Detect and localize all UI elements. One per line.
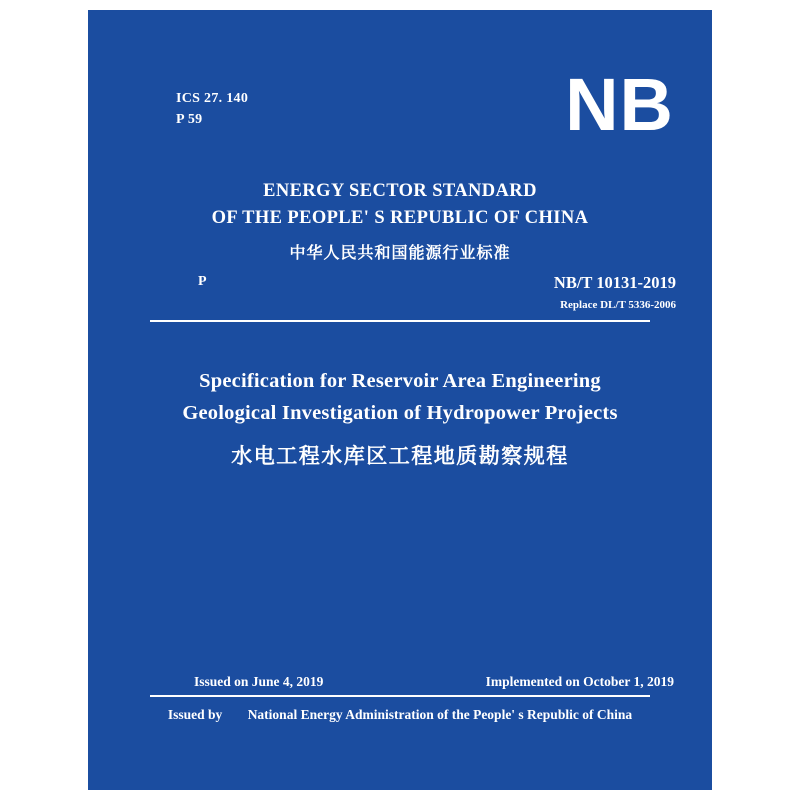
standard-code-row — [88, 272, 712, 320]
divider-bottom — [150, 695, 650, 697]
code-block — [176, 88, 248, 130]
title-en-line-2: Geological Investigation of Hydropower Projects — [182, 402, 618, 424]
header-line-1: ENERGY SECTOR STANDARD — [263, 181, 537, 201]
standard-number-block — [554, 272, 676, 314]
header-line-chinese: 中华人民共和国能源行业标准 — [289, 243, 511, 262]
issued-on-date: Issued on June 4, 2019 — [194, 674, 324, 689]
ics-code: ICS 27. 140 — [176, 91, 249, 106]
issuer-row — [88, 707, 712, 723]
dates-row — [88, 674, 712, 694]
title-chinese: 水电工程水库区工程地质勘察规程 — [231, 444, 569, 468]
nb-logo: NB — [565, 63, 674, 146]
implemented-on-date: Implemented on October 1, 2019 — [485, 674, 674, 689]
left-category-code: P — [198, 274, 207, 289]
header-line-2: OF THE PEOPLE' S REPUBLIC OF CHINA — [211, 208, 589, 228]
classification-code: P 59 — [176, 112, 203, 127]
title-en-line-1: Specification for Reservoir Area Engineering — [199, 370, 601, 392]
issued-by-label: Issued by — [167, 707, 223, 722]
document-title — [88, 365, 712, 473]
divider-top — [150, 320, 650, 322]
replaced-standard: Replace DL/T 5336-2006 — [560, 299, 676, 311]
standard-header — [88, 178, 712, 268]
issuing-authority: National Energy Administration of the People' s Republic of China — [247, 707, 633, 722]
standard-number: NB/T 10131-2019 — [553, 273, 676, 292]
standard-cover — [88, 10, 712, 790]
